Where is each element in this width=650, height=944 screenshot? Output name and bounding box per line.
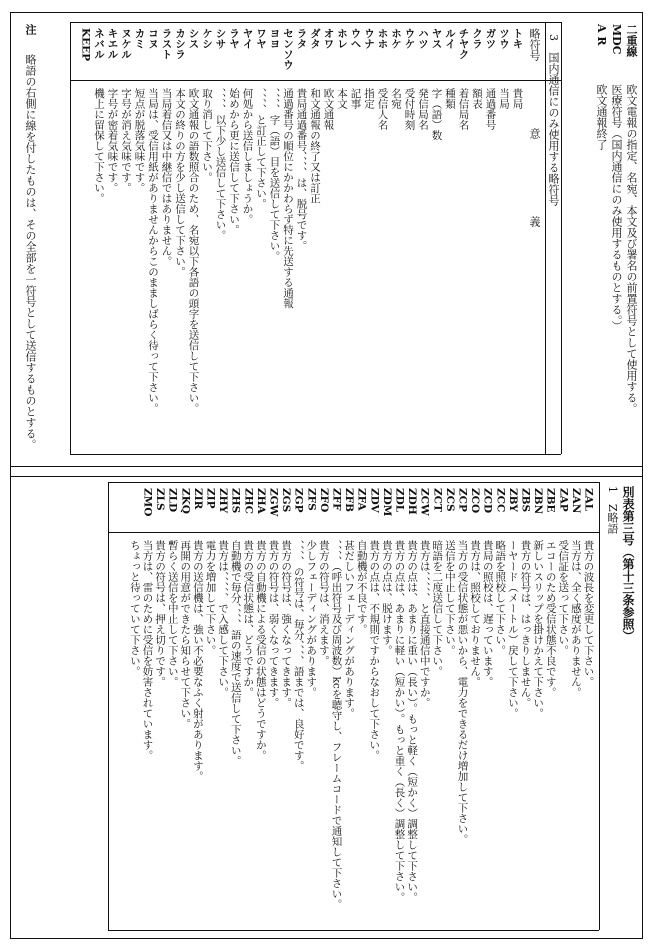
top-row-code: クラ — [471, 28, 483, 49]
bottom-row-code: ZHC — [242, 488, 255, 514]
bottom-row-meaning: 当方は、全く感度がありません。 — [569, 540, 582, 698]
bottom-row-code: ZCO — [469, 488, 482, 514]
top-row-meaning: 機上に留保して下さい。 — [93, 88, 105, 204]
bottom-row-meaning: 当方の受信状態が悪いから、電力をできるだけ増加して下さい。 — [456, 540, 469, 845]
header-meaning: 欧文電報の指定、名宛、本文及び署名の前置符号として使用する。 — [625, 84, 638, 414]
frame-bottom — [10, 938, 642, 939]
top-row-code: ラタ — [295, 28, 308, 49]
top-row-code: チヤク — [457, 28, 470, 60]
bottom-row-code: ZKQ — [179, 488, 192, 514]
section-divider-lower — [10, 476, 642, 477]
top-row-meaning: 、、、、以下少し送信して下さい。 — [214, 88, 227, 241]
bottom-row-code: ZCP — [456, 488, 469, 512]
top-row-code: シサ — [214, 28, 227, 49]
top-row-code: ヌケル — [120, 28, 132, 60]
bottom-row-meaning: 貴方は、照校しておりません。 — [469, 540, 482, 687]
top-row-meaning: 短点が脱落気味です。 — [133, 88, 146, 193]
bottom-row-code: ZCT — [431, 488, 444, 512]
bottom-row-meaning: 貴方は、、、、、と直接通信中ですか。 — [418, 540, 431, 708]
top-row-code: ヨヨ — [268, 28, 281, 49]
bottom-row-code: ZDM — [380, 488, 393, 517]
bottom-row-code: ZCD — [481, 488, 494, 514]
bottom-row-meaning: 受信証を送って下さい。 — [557, 540, 570, 656]
top-row-code: ワヤ — [255, 28, 267, 49]
bottom-row-meaning: 貴方の波長を変更して下さい。 — [582, 540, 595, 687]
top-row-meaning: 種類 — [444, 88, 456, 109]
top-table-header-divider — [70, 80, 561, 81]
top-row-meaning: 受付時刻 — [403, 88, 416, 130]
bottom-row-meaning: 貴方の点は、不規則ですからなおして下さい。 — [368, 540, 381, 761]
top-row-meaning: 額表 — [471, 88, 483, 109]
top-row-code: ラヤ — [228, 28, 240, 49]
top-row-code: ウケ — [403, 28, 416, 49]
bottom-row-meaning: 貴局の照校は、遅っています。 — [481, 540, 494, 687]
top-row-meaning: 名宛 — [390, 88, 402, 109]
top-row-meaning: 本文 — [336, 88, 348, 109]
bottom-row-meaning: 貴方の点は、脱けます。 — [380, 540, 393, 656]
bottom-row-code: ZLS — [154, 488, 167, 511]
top-row-code: ルイ — [444, 28, 456, 49]
frame-right — [642, 12, 643, 939]
bottom-row-code: ZIR — [191, 488, 204, 510]
top-row-meaning: 、、、、と訂正して下さい。 — [255, 88, 267, 209]
bottom-row-code: ZFF — [330, 488, 343, 511]
bottom-row-meaning: 貴方の点は、あまりに軽い（短かい）。もっと重く（長く）調整して下さい。 — [393, 540, 406, 903]
top-row-code: KEEP — [79, 28, 92, 62]
top-row-meaning: 字（語）数 — [430, 88, 443, 141]
top-row-meaning: 貴局 — [511, 88, 524, 109]
bottom-row-meaning: 暫らく送信を中止して下さい。 — [166, 540, 179, 687]
top-row-meaning: 当局は、受信用紙がありませんからこのまましばらく待って下さい。 — [147, 88, 159, 414]
top-row-code: ハツ — [417, 28, 429, 49]
bottom-row-code: ZMO — [141, 488, 154, 517]
bottom-row-meaning: 貴方の符号は、強くなってきます。 — [280, 540, 293, 708]
bottom-table-bottom-border — [108, 930, 599, 931]
top-row-meaning: 何処から送信しましょうか。 — [241, 88, 254, 225]
bottom-row-code: ZAN — [569, 488, 582, 514]
top-row-code: ダタ — [309, 28, 321, 49]
bottom-row-meaning: 貴方の符号は、消えます。 — [317, 540, 330, 666]
header-meaning: 医療符号（国内通信にのみ使用するものとする。） — [610, 84, 623, 332]
top-row-meaning: 和文通報の終了又は訂正 — [309, 88, 321, 204]
bottom-row-code: ZBS — [519, 488, 532, 513]
top-row-code: ラスト — [160, 28, 173, 60]
top-row-meaning: 当局 — [498, 88, 510, 109]
bottom-row-code: ZCS — [443, 488, 456, 512]
bottom-row-meaning: 、、、、の符号は、毎分、、、、語までは、良好です。 — [292, 540, 305, 771]
bottom-row-code: ZAL — [582, 488, 595, 512]
top-row-code: ヤイ — [241, 28, 254, 49]
bottom-row-code: ZBY — [506, 488, 519, 512]
bottom-row-meaning: 貴方の送信機は、強い不必要なふく射があります。 — [191, 540, 204, 782]
header-meaning: 欧文通報終了 — [595, 84, 608, 150]
top-section-title: 3 国内通信にのみ使用する略符号 — [547, 34, 560, 206]
top-table-header-split — [545, 22, 546, 454]
bottom-table-right-border — [599, 482, 600, 930]
bottom-row-meaning: 自動機で毎分、、、、語の速度で送信して下さい。 — [229, 540, 242, 766]
top-row-meaning: 発信局名 — [417, 88, 429, 130]
header-code: MDC — [610, 24, 623, 55]
bottom-row-meaning: 電力を増加して下さい。 — [204, 540, 217, 656]
top-row-code: センソウ — [282, 28, 294, 70]
bottom-row-meaning: 貴方の受信状態は、どうですか。 — [242, 540, 255, 698]
bottom-section-label: 1 Z略語 — [606, 486, 619, 534]
bottom-row-meaning: 貴方の符号は、はっきりしません。 — [519, 540, 532, 708]
bottom-row-meaning: 少しフェーディングがあります。 — [305, 540, 318, 698]
bottom-row-code: ZDH — [406, 488, 419, 515]
bottom-title: 別表第三号（第十三条参照） — [621, 486, 635, 642]
top-row-code: ウへ — [349, 28, 362, 49]
top-row-meaning: 受信人名 — [376, 88, 389, 130]
top-row-code: ケシ — [201, 28, 213, 49]
bottom-row-code: ZLD — [166, 488, 179, 513]
section-divider-upper — [10, 466, 642, 467]
top-row-code: ホホ — [376, 28, 389, 49]
bottom-row-code: ZBN — [532, 488, 545, 515]
top-row-code: ガツ — [484, 28, 497, 49]
bottom-row-code: ZGP — [292, 488, 305, 513]
top-row-code: カミ — [133, 28, 146, 49]
bottom-row-code: ZHA — [254, 488, 267, 514]
top-row-code: オワ — [322, 28, 335, 49]
top-row-code: カシラ — [174, 28, 186, 60]
bottom-row-code: ZBE — [544, 488, 557, 513]
top-row-code: ヤス — [430, 28, 443, 49]
bottom-row-meaning: 再開の用意ができたら知らせて下さい。 — [179, 540, 192, 729]
bottom-row-meaning: 貴方の自動機による受信の状態はどうですか。 — [254, 540, 267, 761]
bottom-row-meaning: 暗語を二度送信して下さい。 — [431, 540, 444, 677]
bottom-row-code: ZFO — [317, 488, 330, 513]
bottom-row-meaning: ちょっと待っていて下さい。 — [128, 540, 141, 677]
bottom-table-col-divider — [108, 532, 599, 533]
top-row-meaning: 始めから更に送信して下さい。 — [228, 88, 240, 235]
bottom-row-code: ZGS — [280, 488, 293, 513]
top-row-code: シス — [187, 28, 200, 49]
bottom-row-code: ZDV — [368, 488, 381, 513]
top-row-code: ネバル — [93, 28, 105, 60]
top-row-meaning: 通過番号の順位にかかわらず特に先送する通報 — [282, 88, 294, 309]
bottom-row-code: ZAP — [557, 488, 570, 512]
top-row-code: ウナ — [363, 28, 375, 49]
top-row-code: ツウ — [498, 28, 510, 49]
bottom-row-code: ZFS — [305, 488, 318, 511]
frame-top — [10, 12, 642, 13]
bottom-row-meaning: 貴方の点は、あまりに重い（長い）。もっと軽く（短かく）調整して下さい。 — [406, 540, 419, 903]
bottom-row-meaning: 貴方の符号は、弱くなってきます。 — [267, 540, 280, 708]
top-row-code: コヌ — [147, 28, 159, 49]
top-col-meaning-header: 意 義 — [528, 128, 541, 227]
top-table-left-border — [70, 22, 71, 454]
top-row-meaning: 欧文通報 — [322, 88, 335, 130]
bottom-row-code: ZHY — [217, 488, 230, 514]
note-label: 注 — [24, 24, 37, 35]
top-row-meaning: 本文の終りの方を少し送信して下さい。 — [174, 88, 186, 277]
bottom-row-code: ZFA — [355, 488, 368, 511]
top-row-meaning: 通過番号 — [484, 88, 497, 130]
bottom-row-meaning: 当方は、雷のために受信を妨害されています。 — [141, 540, 154, 761]
bottom-row-code: ZDL — [393, 488, 406, 513]
bottom-row-meaning: 自動機が不良です。 — [355, 540, 368, 635]
bottom-row-meaning: ーヤード（メートル）戻して下さい。 — [506, 540, 519, 719]
top-row-meaning: 、、、、字（語）目を送信して下さい。 — [268, 88, 281, 262]
bottom-row-meaning: エコーのため受信状態不良です。 — [544, 540, 557, 698]
bottom-row-code: ZCC — [494, 488, 507, 513]
top-row-meaning: 欧文通報の語数照合のため、名宛以下各語の頭字を送信して下さい。 — [187, 88, 200, 414]
bottom-row-code: ZIP — [204, 488, 217, 509]
top-row-meaning: 当局着信又は中継信ではありません。 — [160, 88, 173, 267]
top-row-meaning: 字号が消え気味です。 — [120, 88, 132, 193]
top-row-meaning: 取り消して下さい。 — [201, 88, 213, 183]
header-code: A R — [595, 24, 608, 46]
bottom-row-code: ZGW — [267, 488, 280, 517]
top-row-meaning: 記事 — [349, 88, 362, 109]
top-row-meaning: 貴局通過番号、、、、は、脱号です。 — [295, 88, 308, 251]
bottom-row-meaning: 貴方の符号は、押え切りです。 — [154, 540, 167, 687]
note-text: 略語の右側に線を付したものは、その全部を一符号として送信するものとする。 — [24, 54, 37, 450]
bottom-row-meaning: 新しいスリップを掛けかえて下さい。 — [532, 540, 545, 719]
bottom-row-meaning: 送信を中止して下さい。 — [443, 540, 456, 656]
top-table-right-border — [561, 22, 562, 454]
top-row-code: ホレ — [336, 28, 348, 49]
bottom-row-meaning: 貴方は、、、、、で入感して下さい。 — [217, 540, 230, 698]
bottom-table-left-border — [108, 482, 109, 930]
bottom-table-top-border — [108, 482, 599, 483]
bottom-row-meaning: 、、、、（呼出符号及び周波数）kcを聴守し、フレームコードで通知して下さい。 — [330, 540, 343, 910]
bottom-row-code: ZCW — [418, 488, 431, 516]
top-row-meaning: 着信局名 — [457, 88, 470, 130]
top-row-code: トキ — [511, 28, 524, 49]
header-code: 二重線 — [625, 24, 638, 57]
top-table-bottom-border — [70, 454, 561, 455]
top-col-code-header: 略符号 — [528, 28, 541, 61]
bottom-row-code: ZHS — [229, 488, 242, 514]
top-row-code: ホケ — [390, 28, 402, 49]
top-row-code: キエル — [106, 28, 119, 60]
top-table-top-border — [70, 22, 561, 23]
top-row-meaning: 字号が密着気味です。 — [106, 88, 119, 193]
top-row-meaning: 指定 — [363, 88, 375, 109]
bottom-row-meaning: 甚だしいフェーディングがあります。 — [343, 540, 356, 719]
bottom-row-meaning: 略語を照校して下さい。 — [494, 540, 507, 656]
bottom-row-code: ZFB — [343, 488, 356, 512]
